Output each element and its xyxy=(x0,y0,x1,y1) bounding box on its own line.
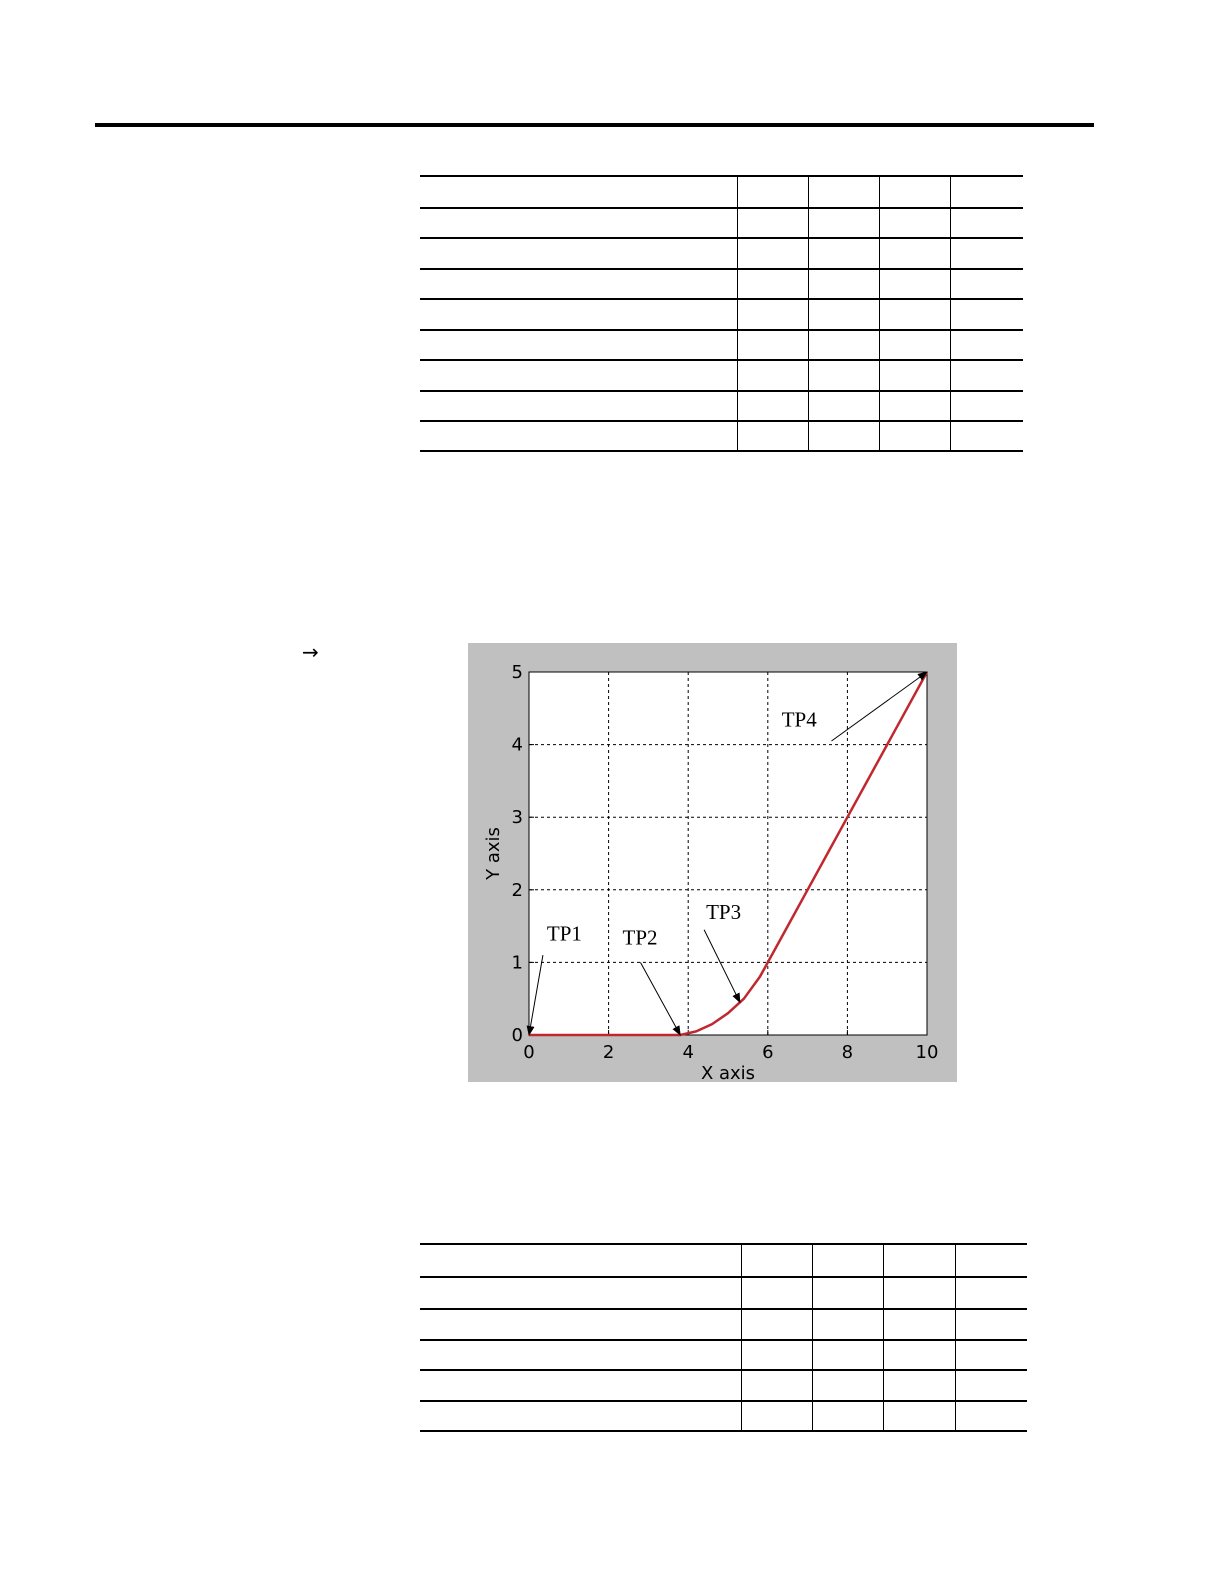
table-rule-6 xyxy=(420,1430,1027,1432)
annotation-label-1: TP1 xyxy=(546,921,582,946)
table-rule-7 xyxy=(420,390,1023,392)
table-rule-0 xyxy=(420,1243,1027,1245)
annotation-label-2: TP2 xyxy=(622,925,658,950)
table-rule-4 xyxy=(420,298,1023,300)
table-bottom xyxy=(420,1243,1027,1432)
table-rule-3 xyxy=(420,268,1023,270)
y-tick-label: 3 xyxy=(511,807,523,829)
table-rule-0 xyxy=(420,175,1023,177)
table-rule-1 xyxy=(420,207,1023,209)
table-column-divider-0 xyxy=(737,175,738,452)
table-column-divider-1 xyxy=(812,1243,813,1432)
annotation-label-3: TP3 xyxy=(706,899,742,924)
table-rule-6 xyxy=(420,359,1023,361)
y-tick-label: 1 xyxy=(511,952,523,974)
y-tick-label: 0 xyxy=(511,1025,523,1046)
y-tick-label: 2 xyxy=(511,879,523,901)
header-rule xyxy=(95,123,1094,127)
x-tick-label: 10 xyxy=(915,1042,939,1063)
plot-area xyxy=(529,672,927,1035)
table-column-divider-3 xyxy=(955,1243,956,1432)
table-column-divider-2 xyxy=(883,1243,884,1432)
y-axis-label: Y axis xyxy=(483,827,504,880)
table-rule-1 xyxy=(420,1276,1027,1278)
x-tick-label: 6 xyxy=(762,1042,774,1063)
table-rule-4 xyxy=(420,1369,1027,1371)
table-rule-3 xyxy=(420,1339,1027,1341)
y-tick-label: 5 xyxy=(511,662,523,683)
x-tick-label: 2 xyxy=(602,1042,615,1063)
table-rule-8 xyxy=(420,420,1023,422)
table-column-divider-3 xyxy=(950,175,951,452)
table-column-divider-2 xyxy=(879,175,880,452)
table-rule-5 xyxy=(420,329,1023,331)
table-top xyxy=(420,175,1023,452)
x-tick-label: 0 xyxy=(523,1042,535,1063)
line-chart xyxy=(468,643,957,1082)
y-tick-label: 4 xyxy=(511,734,523,756)
chart-svg xyxy=(468,643,957,1082)
table-column-divider-1 xyxy=(808,175,809,452)
table-rule-5 xyxy=(420,1400,1027,1402)
x-tick-label: 8 xyxy=(841,1042,854,1063)
table-rule-2 xyxy=(420,1308,1027,1310)
table-column-divider-0 xyxy=(741,1243,742,1432)
table-rule-2 xyxy=(420,237,1023,239)
arrow-symbol: → xyxy=(302,640,319,664)
x-axis-label: X axis xyxy=(700,1063,756,1082)
x-tick-label: 4 xyxy=(682,1042,694,1063)
annotation-label-4: TP4 xyxy=(781,707,817,732)
table-rule-9 xyxy=(420,450,1023,452)
